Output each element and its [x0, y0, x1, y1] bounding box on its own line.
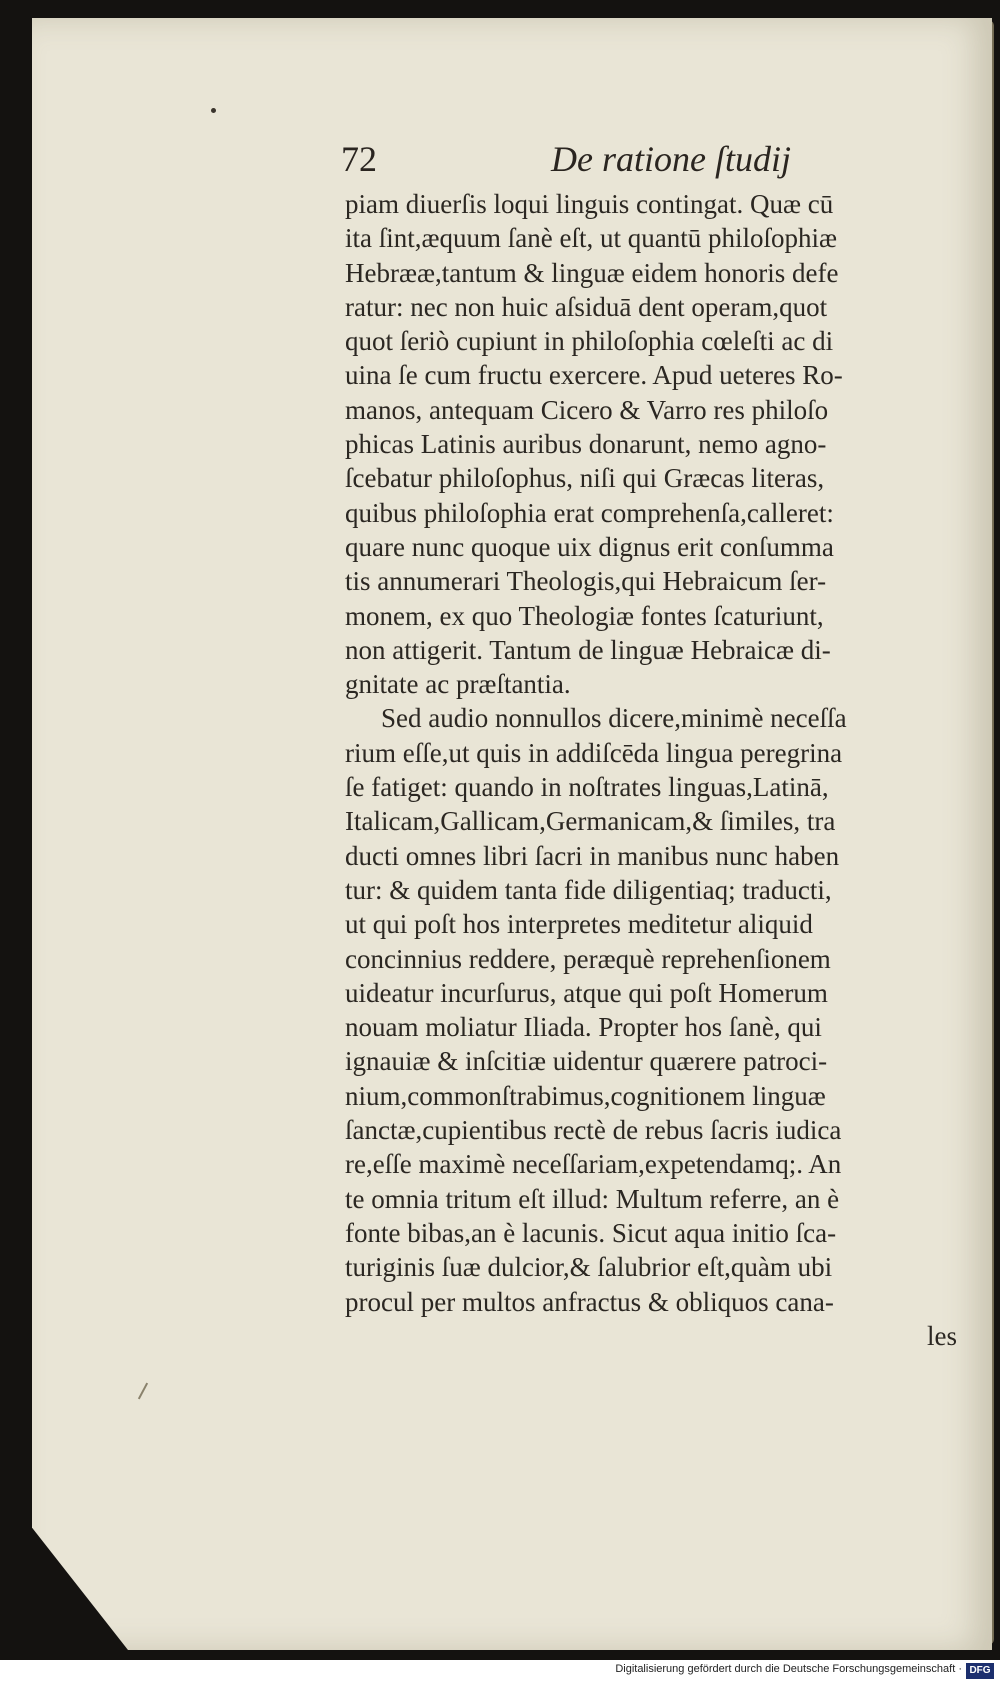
text-line: manos, antequam Cicero & Varro res philoſo	[345, 394, 829, 425]
text-line: ducti omnes libri ſacri in manibus nunc haben	[345, 840, 840, 871]
running-head	[341, 138, 821, 186]
text-line: ſe fatiget: quando in noſtrates linguas,Latinā,	[345, 772, 829, 803]
text-line: ſanctæ,cupientibus rectè de rebus ſacris iudica	[345, 1115, 842, 1146]
text-line: quot ſeriò cupiunt in philoſophia cœleſti ac di	[345, 326, 834, 357]
text-line: ita ſint,æquum ſanè eſt, ut quantū philoſophiæ	[345, 223, 837, 254]
text-line: uideatur incurſurus, atque qui poſt Homerum	[345, 977, 828, 1008]
paragraph-first-line: Sed audio nonnullos dicere,minimè neceſſa	[381, 703, 847, 734]
text-line: re,eſſe maximè neceſſariam,expetendamq;. An	[345, 1149, 842, 1180]
text-line: Hebrææ,tantum & linguæ eidem honoris defe	[345, 257, 839, 288]
text-line: non attigerit. Tantum de linguæ Hebraicæ di-	[345, 634, 831, 665]
text-line: ut qui poſt hos interpretes meditetur aliquid	[345, 909, 813, 940]
body-text	[345, 187, 965, 1353]
ink-speck	[211, 108, 216, 113]
text-line: nouam moliatur Iliada. Propter hos ſanè, qui	[345, 1012, 822, 1043]
text-line: procul per multos anfractus & obliquos cana-	[345, 1286, 834, 1317]
text-line: quare nunc quoque uix dignus erit conſumma	[345, 531, 834, 562]
text-line: gnitate ac præſtantia.	[345, 669, 571, 700]
text-line: Italicam,Gallicam,Germanicam,& ſimiles, tra	[345, 806, 836, 837]
footer-bar	[0, 1660, 1000, 1684]
running-title: De ratione ſtudij	[551, 139, 791, 179]
text-line: piam diuerſis loqui linguis contingat. Quæ cū	[345, 189, 834, 219]
text-line: nium,commonſtrabimus,cognitionem linguæ	[345, 1080, 826, 1111]
text-line: concinnius reddere, peræquè reprehenſionem	[345, 943, 831, 974]
text-line: rium eſſe,ut quis in addiſcēda lingua peregrina	[345, 737, 843, 768]
page-number: 72	[341, 139, 377, 179]
text-line: te omnia tritum eſt illud: Multum referre, an è	[345, 1183, 840, 1214]
text-line: fonte bibas,an è lacunis. Sicut aqua initio ſca-	[345, 1217, 837, 1248]
dfg-logo: DFG	[966, 1663, 994, 1679]
text-line: ratur: nec non huic aſsiduā dent operam,quot	[345, 291, 828, 322]
text-line: tur: & quidem tanta fide diligentiaq; traducti,	[345, 874, 832, 905]
catchword: les	[927, 1320, 957, 1351]
text-line: tis annumerari Theologis,qui Hebraicum ſer-	[345, 566, 827, 597]
text-line: ignauiæ & inſcitiæ uidentur quærere patroci-	[345, 1046, 828, 1077]
text-line: quibus philoſophia erat comprehenſa,calleret:	[345, 497, 834, 528]
funding-notice: Digitalisierung gefördert durch die Deutsche Forschungsgemeinschaft ·	[615, 1663, 962, 1675]
text-line: monem, ex quo Theologiæ fontes ſcaturiunt,	[345, 600, 824, 631]
text-line: phicas Latinis auribus donarunt, nemo agno-	[345, 429, 827, 460]
text-line: uina ſe cum fructu exercere. Apud ueteres Ro-	[345, 360, 843, 391]
text-line: turiginis ſuæ dulcior,& ſalubrior eſt,quàm ubi	[345, 1252, 833, 1283]
text-line: ſcebatur philoſophus, niſi qui Græcas literas,	[345, 463, 825, 494]
